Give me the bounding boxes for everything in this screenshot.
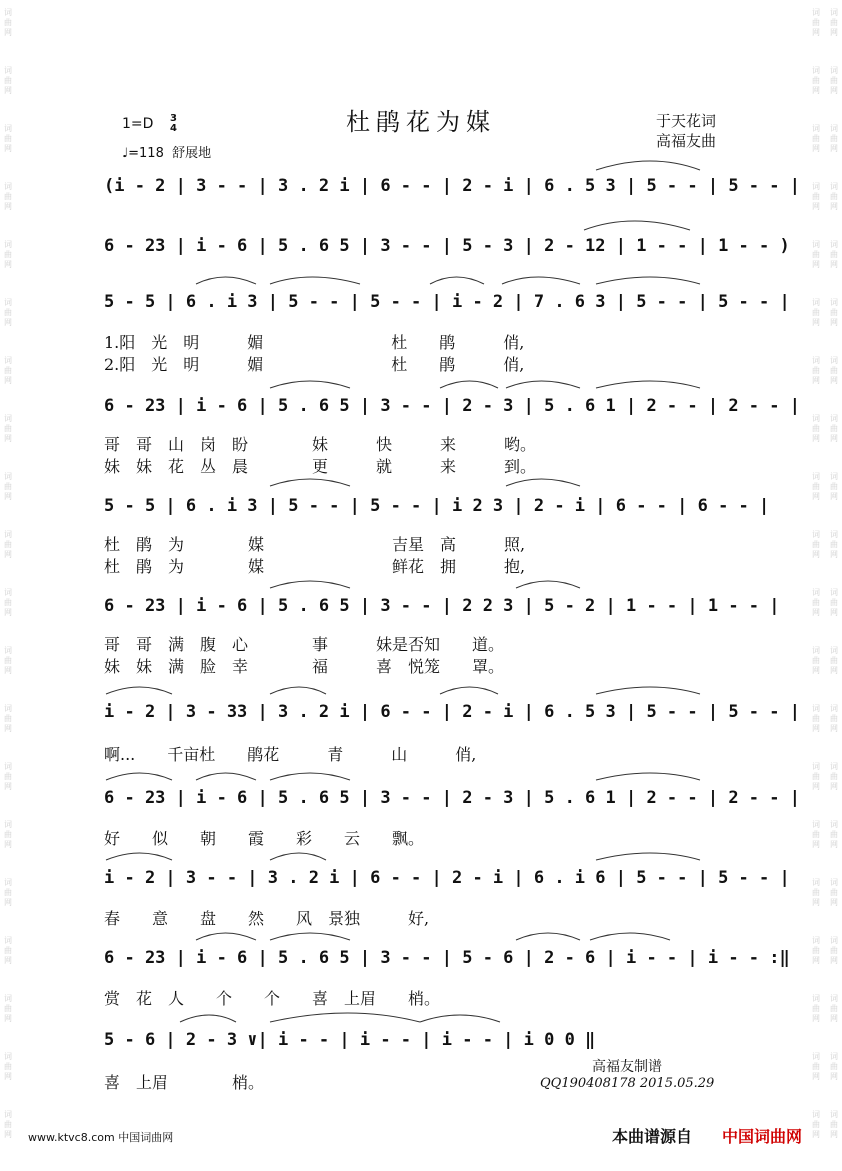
watermark-text: 词曲网 <box>4 878 12 907</box>
watermark-text: 词曲网 <box>812 240 820 269</box>
right-watermark-column <box>826 0 842 1171</box>
watermark-text: 词曲网 <box>4 298 12 327</box>
score-row: 6 - 23 | i - 6 | 5 . 6 5 | 3 - - | 5 - 3 | 2 - 12 | 1 - - | 1 - - ) <box>104 236 790 256</box>
watermark-text: 词曲网 <box>812 8 820 37</box>
qq-date: QQ190408178 2015.05.29 <box>540 1076 715 1091</box>
lyric-line: 2.阳 光 明 媚 杜 鹃 俏, <box>104 355 525 374</box>
watermark-text: 词曲网 <box>4 66 12 95</box>
slur-arc <box>440 381 498 388</box>
slur-arc <box>270 933 350 940</box>
watermark-text: 词曲网 <box>830 762 838 791</box>
slur-arc <box>596 687 700 694</box>
watermark-text: 词曲网 <box>812 1052 820 1081</box>
score-row: 6 - 23 | i - 6 | 5 . 6 5 | 3 - - | 5 - 6 | 2 - 6 | i - - | i - - :‖ <box>104 948 790 968</box>
lyric-line: 哥 哥 满 腹 心 事 妹是否知 道。 <box>104 635 505 654</box>
slur-arc <box>196 933 256 940</box>
watermark-text: 词曲网 <box>4 704 12 733</box>
watermark-text: 词曲网 <box>812 66 820 95</box>
watermark-text: 词曲网 <box>830 704 838 733</box>
lyric-line: 妹 妹 花 丛 晨 更 就 来 到。 <box>104 457 537 476</box>
watermark-text: 词曲网 <box>4 530 12 559</box>
watermark-text: 词曲网 <box>4 124 12 153</box>
watermark-text: 词曲网 <box>812 414 820 443</box>
watermark-text: 词曲网 <box>812 704 820 733</box>
score-row: 6 - 23 | i - 6 | 5 . 6 5 | 3 - - | 2 2 3 | 5 - 2 | 1 - - | 1 - - | <box>104 596 780 616</box>
slur-arc <box>420 1015 500 1022</box>
slur-arc <box>180 1015 236 1022</box>
arranger-credit: 高福友制谱 <box>592 1059 662 1075</box>
lyric-line: 1.阳 光 明 媚 杜 鹃 俏, <box>104 333 525 352</box>
lyric-line: 哥 哥 山 岗 盼 妹 快 来 哟。 <box>104 435 537 454</box>
watermark-text: 词曲网 <box>830 994 838 1023</box>
lyric-line: 啊... 千亩杜 鹃花 青 山 俏, <box>104 745 477 764</box>
watermark-text: 词曲网 <box>830 588 838 617</box>
time-signature <box>170 114 177 134</box>
slur-arc <box>270 853 326 860</box>
footer-brand[interactable]: 中国词曲网 <box>722 1127 803 1146</box>
lyric-line: 喜 上眉 梢。 <box>104 1073 265 1092</box>
watermark-text: 词曲网 <box>812 124 820 153</box>
slur-arc <box>596 161 700 170</box>
slur-arc <box>270 277 360 284</box>
watermark-text: 词曲网 <box>830 820 838 849</box>
tempo-value: ♩=118 <box>122 146 164 161</box>
slur-arc <box>516 581 580 588</box>
watermark-text: 词曲网 <box>830 240 838 269</box>
watermark-text: 词曲网 <box>830 1052 838 1081</box>
watermark-text: 词曲网 <box>812 588 820 617</box>
score-row: 5 - 5 | 6 . i 3 | 5 - - | 5 - - | i - 2 | 7 . 6 3 | 5 - - | 5 - - | <box>104 292 790 312</box>
lyric-line: 杜 鹃 为 媒 鲜花 拥 抱, <box>104 557 526 576</box>
slur-arc <box>196 277 256 284</box>
lyric-line: 赏 花 人 个 个 喜 上眉 梢。 <box>104 989 441 1008</box>
watermark-text: 词曲网 <box>812 936 820 965</box>
watermark-text: 词曲网 <box>812 646 820 675</box>
watermark-text: 词曲网 <box>812 356 820 385</box>
slur-arc <box>596 853 700 860</box>
watermark-text: 词曲网 <box>4 588 12 617</box>
watermark-text: 词曲网 <box>830 414 838 443</box>
right-watermark-column-inner <box>808 0 824 1171</box>
watermark-text: 词曲网 <box>830 182 838 211</box>
watermark-text: 词曲网 <box>4 472 12 501</box>
watermark-text: 词曲网 <box>812 530 820 559</box>
slur-arc <box>270 381 350 388</box>
watermark-text: 词曲网 <box>830 124 838 153</box>
lyric-line: 妹 妹 满 脸 幸 福 喜 悦笼 罩。 <box>104 657 505 676</box>
lyric-line: 杜 鹃 为 媒 吉星 高 照, <box>104 535 526 554</box>
tempo-marking <box>122 142 211 161</box>
watermark-text: 词曲网 <box>830 66 838 95</box>
watermark-text: 词曲网 <box>4 8 12 37</box>
watermark-text: 词曲网 <box>4 820 12 849</box>
watermark-text: 词曲网 <box>812 994 820 1023</box>
watermark-text: 词曲网 <box>4 646 12 675</box>
slur-arc <box>596 277 700 284</box>
watermark-text: 词曲网 <box>4 240 12 269</box>
score-row: (i - 2 | 3 - - | 3 . 2 i | 6 - - | 2 - i | 6 . 5 3 | 5 - - | 5 - - | <box>104 176 800 196</box>
slur-arc <box>516 933 580 940</box>
time-signature-top: 3 <box>170 113 177 124</box>
footer-source: 本曲谱源自 <box>612 1127 693 1146</box>
watermark-text: 词曲网 <box>4 414 12 443</box>
page-title: 杜鹃花为媒 <box>346 108 496 137</box>
watermark-text: 词曲网 <box>812 820 820 849</box>
slur-arc <box>596 773 700 780</box>
time-signature-bottom: 4 <box>170 123 177 134</box>
composer-credit: 高福友曲 <box>656 132 717 150</box>
slur-arc <box>430 277 484 284</box>
slur-arc <box>440 687 498 694</box>
watermark-text: 词曲网 <box>830 936 838 965</box>
score-row: 5 - 6 | 2 - 3 ∨| i - - | i - - | i - - | i 0 0 ‖ <box>104 1030 596 1050</box>
watermark-text: 词曲网 <box>812 472 820 501</box>
watermark-text: 词曲网 <box>4 1110 12 1139</box>
slur-arc <box>106 773 172 780</box>
slur-arc <box>270 581 350 588</box>
slur-arc <box>270 773 350 780</box>
watermark-text: 词曲网 <box>830 8 838 37</box>
watermark-text: 词曲网 <box>4 936 12 965</box>
watermark-text: 词曲网 <box>812 182 820 211</box>
score-row: 6 - 23 | i - 6 | 5 . 6 5 | 3 - - | 2 - 3 | 5 . 6 1 | 2 - - | 2 - - | <box>104 396 800 416</box>
slur-arc <box>270 1013 420 1022</box>
watermark-text: 词曲网 <box>830 472 838 501</box>
slur-arc <box>584 221 690 230</box>
score-row: 5 - 5 | 6 . i 3 | 5 - - | 5 - - | i 2 3 | 2 - i | 6 - - | 6 - - | <box>104 496 770 516</box>
watermark-text: 词曲网 <box>830 1110 838 1139</box>
score-row: i - 2 | 3 - - | 3 . 2 i | 6 - - | 2 - i | 6 . i 6 | 5 - - | 5 - - | <box>104 868 790 888</box>
watermark-text: 词曲网 <box>812 878 820 907</box>
slur-arc <box>506 381 580 388</box>
watermark-text: 词曲网 <box>4 182 12 211</box>
watermark-text: 词曲网 <box>830 530 838 559</box>
watermark-text: 词曲网 <box>812 762 820 791</box>
watermark-text: 词曲网 <box>812 1110 820 1139</box>
score-row: 6 - 23 | i - 6 | 5 . 6 5 | 3 - - | 2 - 3 | 5 . 6 1 | 2 - - | 2 - - | <box>104 788 800 808</box>
lyric-line: 好 似 朝 霞 彩 云 飘。 <box>104 829 425 848</box>
expression-marking: 舒展地 <box>172 146 212 161</box>
slur-arc <box>506 479 580 486</box>
slur-arc <box>106 687 172 694</box>
watermark-text: 词曲网 <box>830 356 838 385</box>
score-row: i - 2 | 3 - 33 | 3 . 2 i | 6 - - | 2 - i | 6 . 5 3 | 5 - - | 5 - - | <box>104 702 800 722</box>
watermark-text: 词曲网 <box>4 994 12 1023</box>
watermark-text: 词曲网 <box>4 1052 12 1081</box>
slur-arc <box>270 687 326 694</box>
footer-url[interactable]: www.ktvc8.com 中国词曲网 <box>28 1131 174 1144</box>
watermark-text: 词曲网 <box>830 298 838 327</box>
slur-arc <box>196 773 256 780</box>
key-signature: 1=D <box>122 116 154 132</box>
slur-arc <box>596 381 700 388</box>
watermark-text: 词曲网 <box>830 878 838 907</box>
slur-arc <box>270 479 350 486</box>
left-watermark-column <box>0 0 16 1171</box>
watermark-text: 词曲网 <box>4 356 12 385</box>
slur-arc <box>590 933 670 940</box>
slur-arc <box>502 277 580 284</box>
lyric-line: 春 意 盘 然 风 景独 好, <box>104 909 430 928</box>
slur-arc <box>106 853 172 860</box>
watermark-text: 词曲网 <box>812 298 820 327</box>
lyricist-credit: 于天花词 <box>656 112 717 130</box>
watermark-text: 词曲网 <box>4 762 12 791</box>
watermark-text: 词曲网 <box>830 646 838 675</box>
